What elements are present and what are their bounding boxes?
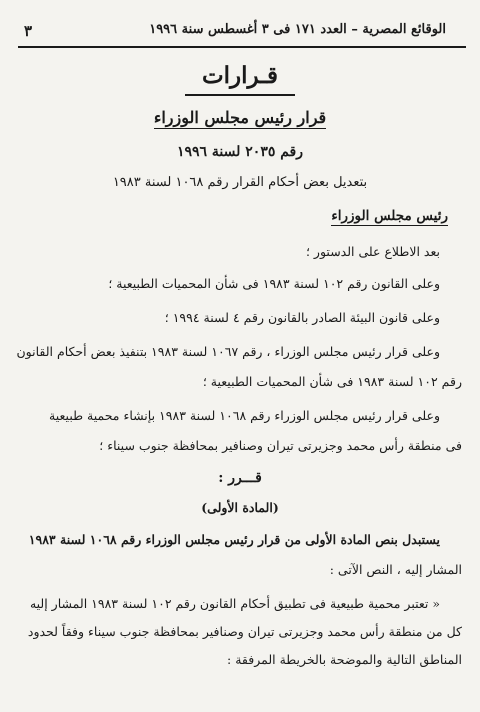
preamble-line: وعلى قانون البيئة الصادر بالقانون رقم ٤ لسنة ١٩٩٤ ؛	[164, 310, 440, 325]
article-line: « تعتبر محمية طبيعية فى تطبيق أحكام القانون رقم ١٠٢ لسنة ١٩٨٣ المشار إليه	[29, 596, 440, 611]
article-line: المناطق التالية والموضحة بالخريطة المرفقة :	[227, 652, 462, 667]
decree-title-text: قرار رئيس مجلس الوزراء	[153, 108, 327, 127]
decided-heading: قـــرر :	[218, 470, 262, 486]
issuer	[331, 208, 448, 224]
issuer-text: رئيس مجلس الوزراء	[331, 208, 448, 224]
article-line: يستبدل بنص المادة الأولى من قرار رئيس مجلس الوزراء رقم ١٠٦٨ لسنة ١٩٨٣	[28, 532, 440, 547]
header-rule	[18, 46, 466, 48]
preamble-line: رقم ١٠٢ لسنة ١٩٨٣ فى شأن المحميات الطبيعية ؛	[202, 374, 462, 389]
preamble-line: فى منطقة رأس محمد وجزيرتى تيران وصنافير بمحافظة جنوب سيناء ؛	[99, 438, 462, 453]
preamble-line: بعد الاطلاع على الدستور ؛	[305, 244, 440, 259]
section-title: قـرارات	[202, 62, 278, 89]
page-number: ٣	[24, 22, 33, 40]
decree-title	[0, 108, 480, 127]
preamble-line: وعلى قرار رئيس مجلس الوزراء ، رقم ١٠٦٧ لسنة ١٩٨٣ بتنفيذ بعض أحكام القانون	[16, 344, 440, 359]
decree-number: رقم ٢٠٣٥ لسنة ١٩٩٦	[176, 144, 304, 160]
section-title-rule	[185, 94, 295, 96]
decree-subject: بتعديل بعض أحكام القرار رقم ١٠٦٨ لسنة ١٩٨٣	[112, 175, 368, 190]
article-heading: (المادة الأولى)	[201, 500, 279, 515]
article-line: المشار إليه ، النص الآتى :	[329, 562, 462, 577]
preamble-line: وعلى القانون رقم ١٠٢ لسنة ١٩٨٣ فى شأن المحميات الطبيعية ؛	[108, 276, 440, 291]
article-line: كل من منطقة رأس محمد وجزيرتى تيران وصنافير بمحافظة جنوب سيناء وفقاً لحدود	[27, 624, 462, 639]
preamble-line: وعلى قرار رئيس مجلس الوزراء رقم ١٠٦٨ لسنة ١٩٨٣ بإنشاء محمية طبيعية	[49, 408, 440, 423]
running-header: الوقائع المصرية – العدد ١٧١ فى ٣ أغسطس سنة ١٩٩٦	[149, 22, 446, 37]
